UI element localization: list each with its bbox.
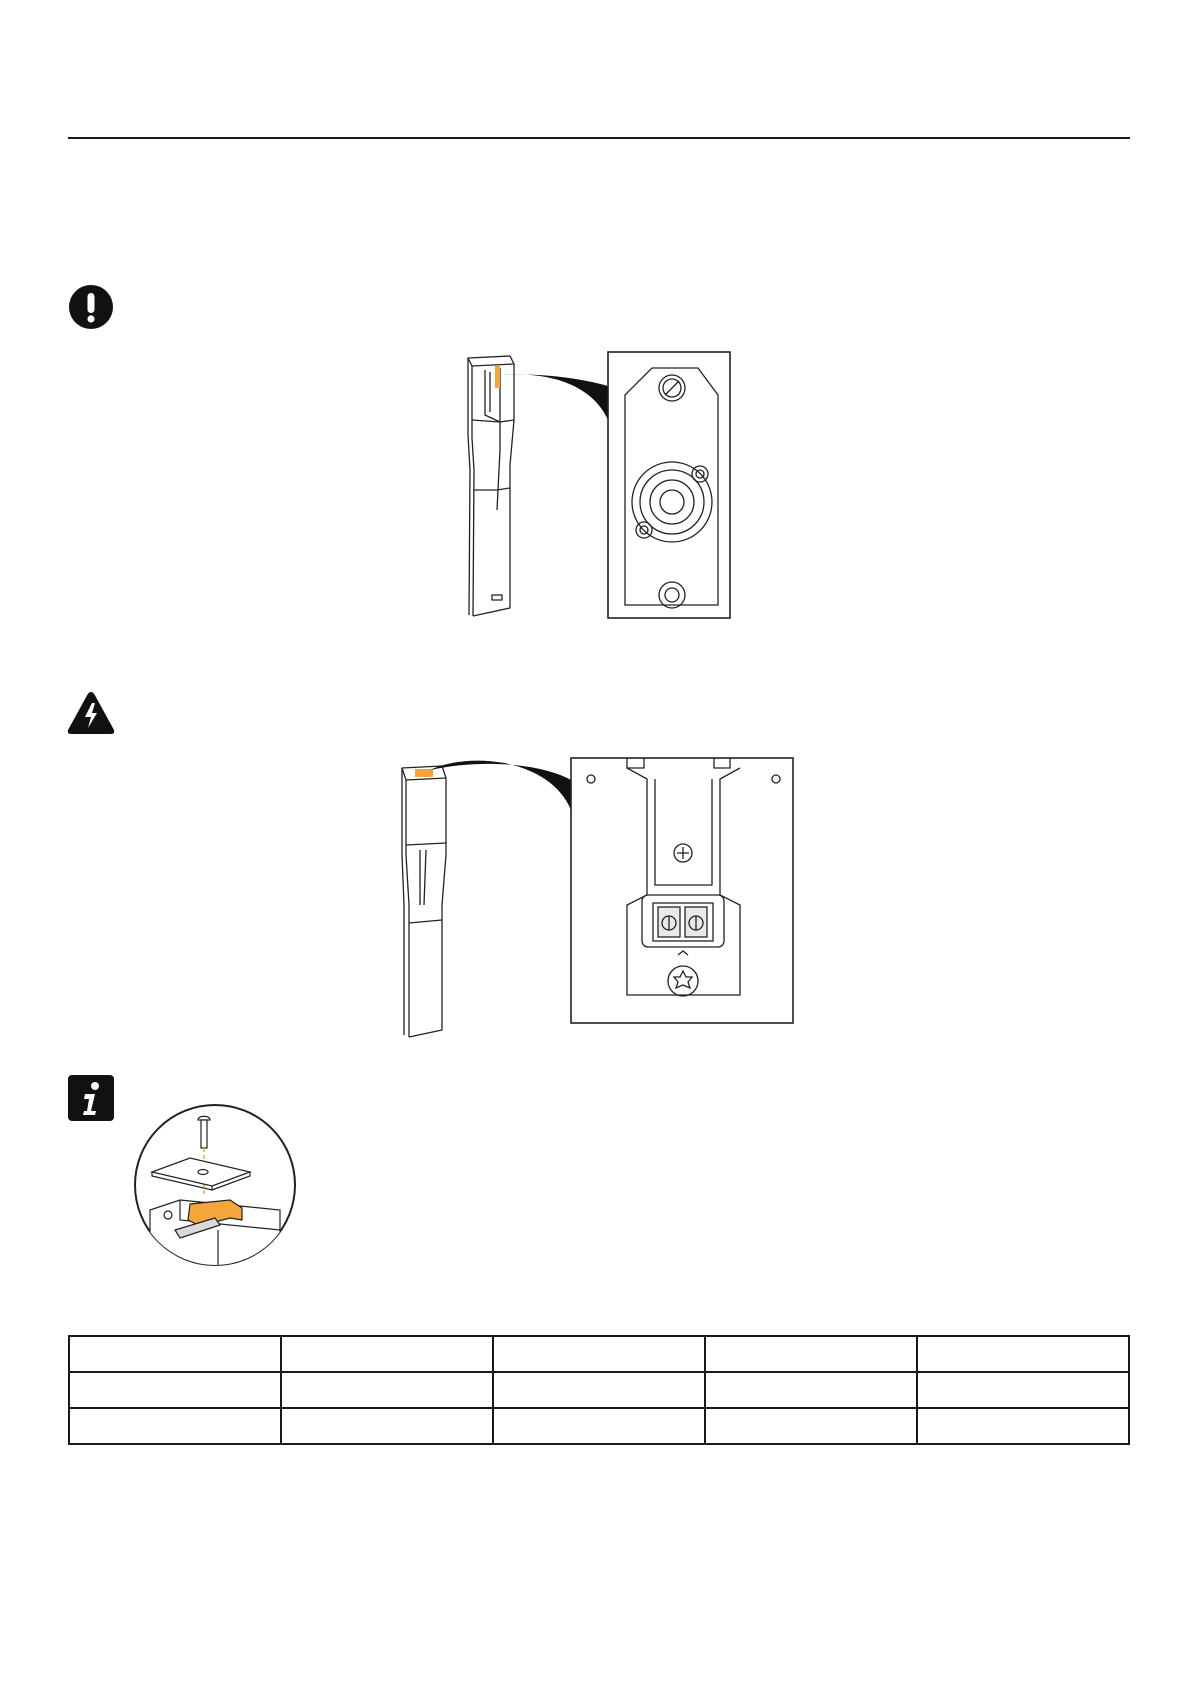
- table-row: [69, 1336, 1129, 1372]
- table-cell: [493, 1372, 705, 1408]
- electric-hazard-icon: [66, 690, 116, 736]
- info-icon: [68, 1075, 114, 1121]
- table-cell: [69, 1336, 281, 1372]
- table-cell: [705, 1336, 917, 1372]
- specification-table: [68, 1335, 1130, 1445]
- table-cell: [917, 1408, 1129, 1444]
- table-cell: [281, 1372, 493, 1408]
- table-cell: [917, 1372, 1129, 1408]
- table-cell: [493, 1408, 705, 1444]
- table-cell: [281, 1408, 493, 1444]
- table-row: [69, 1408, 1129, 1444]
- table-cell: [705, 1408, 917, 1444]
- table-row: [69, 1372, 1129, 1408]
- jumper-detail-figure: [130, 1100, 300, 1270]
- table-cell: [69, 1372, 281, 1408]
- exclamation-icon: [68, 284, 114, 330]
- table-cell: [705, 1372, 917, 1408]
- terminal-block-figure: [400, 755, 800, 1040]
- table-cell: [281, 1336, 493, 1372]
- table-cell: [69, 1408, 281, 1444]
- speakon-connector-figure: [440, 350, 740, 625]
- table-cell: [493, 1336, 705, 1372]
- header-rule: [68, 137, 1130, 139]
- table-cell: [917, 1336, 1129, 1372]
